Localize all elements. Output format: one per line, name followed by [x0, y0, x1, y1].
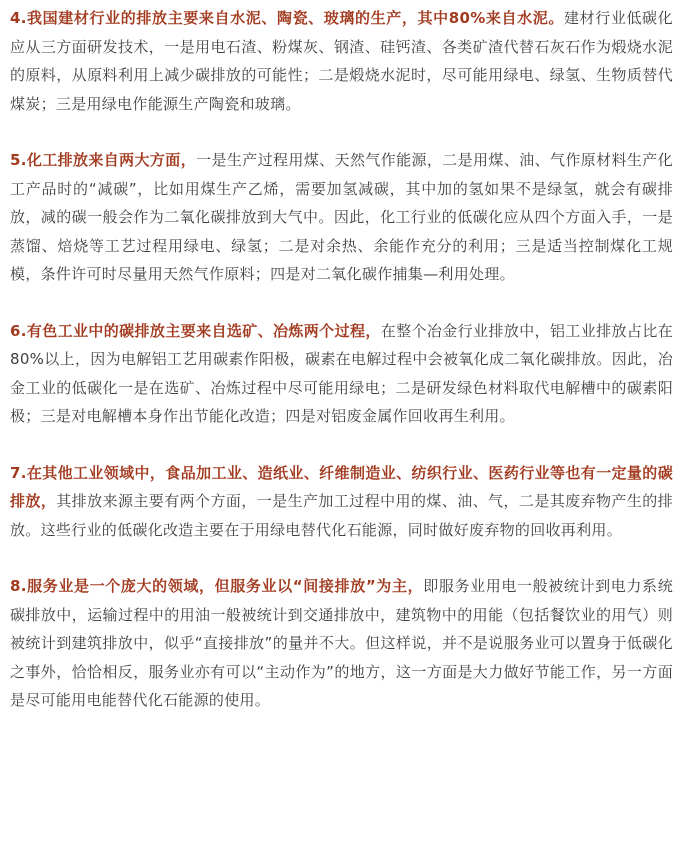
paragraph-text: 即服务业用电一般被统计到电力系统碳排放中，运输过程中的用油一般被统计到交通排放中，建筑物中的用能（包括餐饮业的用气）则被统计到建筑排放中，似乎“直接排放”的量并不大。但这样说，并不是说服务业可以置身于低碳化之事外，恰恰相反，服务业亦有可以“主动作为”的地方，这一方面是大力做好节能工作，另一方面是尽可能用电能替代化石能源的使用。 — [10, 577, 673, 709]
paragraph-building-materials — [10, 4, 673, 118]
paragraph-lead: 8.服务业是一个庞大的领域，但服务业以“间接排放”为主， — [10, 577, 424, 595]
paragraph-text: 建材行业低碳化应从三方面研发技术，一是用电石渣、粉煤灰、钢渣、硅钙渣、各类矿渣代替石灰石作为煅烧水泥的原料，从原料利用上减少碳排放的可能性；二是煅烧水泥时，尽可能用绿电、绿氢、生物质替代煤炭；三是用绿电作能源生产陶瓷和玻璃。 — [10, 9, 673, 113]
paragraph-lead: 6.有色工业中的碳排放主要来自选矿、冶炼两个过程， — [10, 321, 381, 340]
paragraph-lead: 4.我国建材行业的排放主要来自水泥、陶瓷、玻璃的生产，其中80%来自水泥。 — [10, 9, 564, 27]
paragraph-text: 其排放来源主要有两个方面，一是生产加工过程中用的煤、油、气，二是其废弃物产生的排放。这些行业的低碳化改造主要在于用绿电替代化石能源，同时做好废弃物的回收再利用。 — [10, 492, 673, 539]
paragraph-services — [10, 572, 673, 715]
paragraph-text: 一是生产过程用煤、天然气作能源，二是用煤、油、气作原材料生产化工产品时的“减碳”，比如用煤生产乙烯，需要加氢减碳，其中加的氢如果不是绿氢，就会有碳排放，减的碳一般会作为二氧化碳排放到大气中。因此，化工行业的低碳化应从四个方面入手，一是蒸馏、焙烧等工艺过程用绿电、绿氢；二是对余热、余能作充分的利用；三是适当控制煤化工规模，条件许可时尽量用天然气作原料；四是对二氧化碳作捕集—利用处理。 — [10, 151, 673, 283]
paragraph-text: 在整个冶金行业排放中，铝工业排放占比在80%以上，因为电解铝工艺用碳素作阳极，碳素在电解过程中会被氧化成二氧化碳排放。因此，冶金工业的低碳化一是在选矿、冶炼过程中尽可能用绿电；二是研发绿色材料取代电解槽中的碳素阳极；三是对电解槽本身作出节能化改造；四是对铝废金属作回收再生利用。 — [10, 321, 674, 425]
paragraph-chemical — [10, 146, 673, 289]
paragraph-other-industries — [10, 459, 673, 545]
paragraph-lead: 5.化工排放来自两大方面， — [10, 151, 197, 169]
paragraph-nonferrous — [10, 317, 673, 431]
paragraph-lead: 7.在其他工业领域中，食品加工业、造纸业、纤维制造业、纺织行业、医药行业等也有一定量的碳排放， — [10, 463, 673, 510]
